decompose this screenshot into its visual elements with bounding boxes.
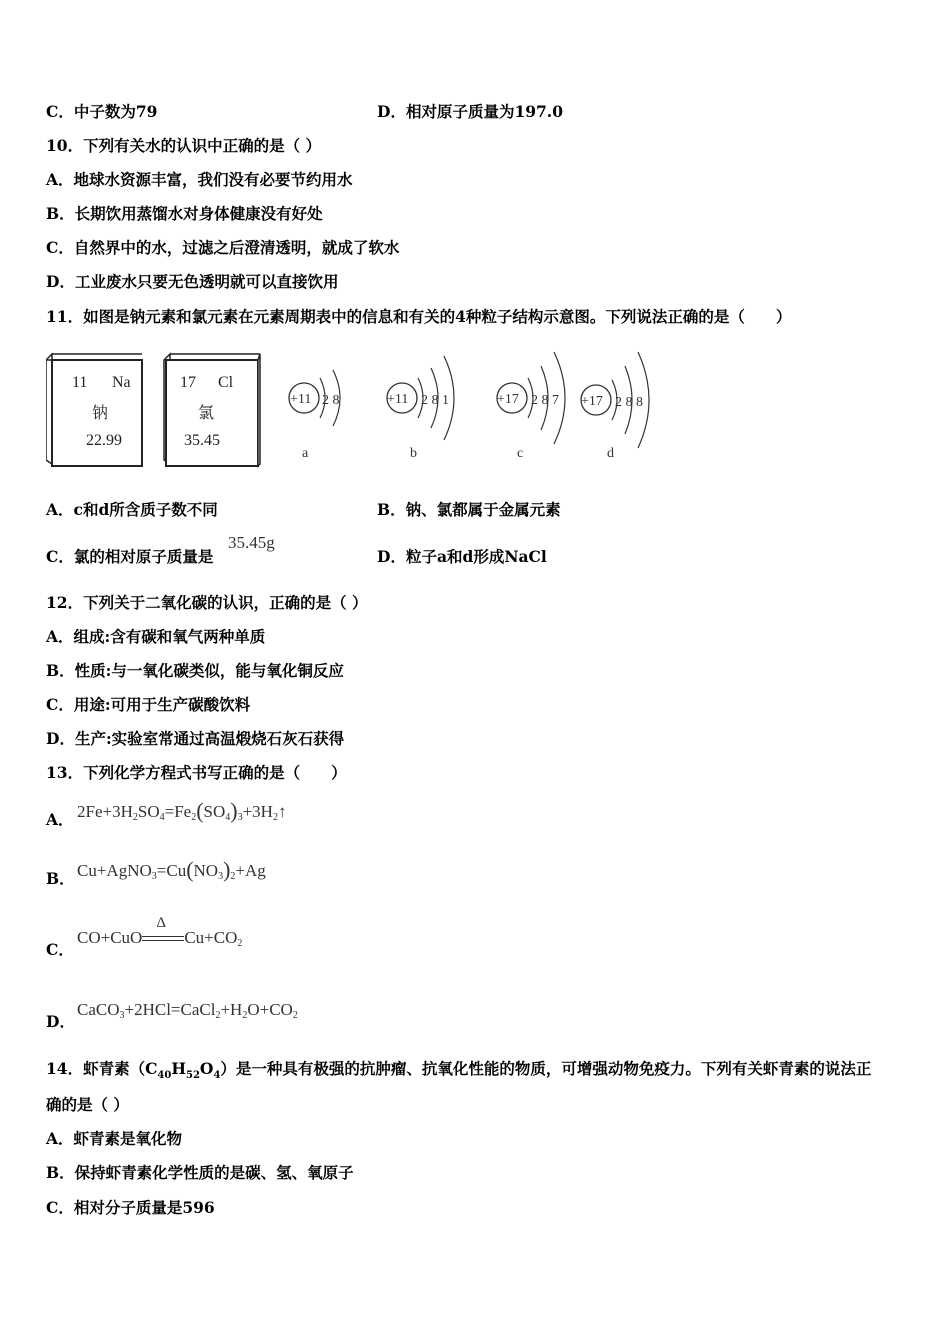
option-label: D． [46, 272, 75, 291]
heat-symbol: Δ [156, 915, 166, 932]
option-text: 生产:实验室常通过高温煅烧石灰石获得 [74, 729, 345, 748]
atomic-number: 11 [72, 374, 88, 391]
stem-text: 14．虾青素（C [46, 1059, 158, 1078]
particle-letter: a [302, 446, 309, 461]
subscript: 52 [186, 1070, 200, 1082]
option-text: 地球水资源丰富，我们没有必要节约用水 [73, 170, 353, 189]
q9-option-c [46, 102, 157, 122]
q10-option-d [46, 272, 338, 292]
q12-stem: 12．下列关于二氧化碳的认识，正确的是（ ） [46, 593, 368, 612]
subscript: 40 [157, 1070, 172, 1082]
q13-equation-d: $CaCO_3+2HCl=CaCl_2+H_2O+CO_2$ [77, 1000, 298, 1021]
particle-a [289, 370, 340, 461]
subscript: 4 [213, 1070, 221, 1082]
q14-option-c [46, 1198, 215, 1218]
option-label: B． [46, 661, 75, 680]
atomic-number: 17 [180, 374, 196, 391]
q10-option-c [46, 238, 399, 258]
option-text: 氯的相对原子质量是 [73, 547, 214, 566]
option-label: D． [46, 729, 75, 748]
option-text: 工业废水只要无色透明就可以直接饮用 [74, 272, 339, 291]
q9-option-d [377, 102, 563, 122]
q10-stem: 10．下列有关水的认识中正确的是（ ） [46, 136, 321, 155]
option-label: A． [46, 1129, 74, 1148]
option-text: 性质:与一氧化碳类似，能与氧化铜反应 [74, 661, 344, 680]
option-text: 组成:含有碳和氧气两种单质 [73, 627, 266, 646]
q14-option-a [46, 1129, 182, 1149]
option-label: D． [377, 102, 406, 121]
particle-letter: d [607, 446, 614, 461]
q13-equation-c: CO+CuO Δ $Cu+CO_2$ [77, 915, 243, 949]
option-label: C． [46, 238, 74, 257]
q13-equation-a: $2Fe+3H_2SO_4=Fe_2(SO_4)_3+3H_2↑$ [77, 798, 287, 823]
q13-option-d-label: D． [46, 1012, 75, 1031]
nucleus-charge: +17 [581, 394, 603, 409]
stem-text: O [199, 1059, 214, 1078]
option-label: A． [46, 627, 74, 646]
nucleus-charge: +11 [387, 392, 409, 407]
particle-d [581, 352, 649, 461]
option-text: 用途:可用于生产碳酸饮料 [73, 695, 251, 714]
q13-option-a-label: A． [46, 810, 74, 829]
q12-option-a [46, 627, 265, 647]
option-label: B． [46, 204, 75, 223]
q11-option-b [377, 500, 561, 520]
shell-electrons: 2 8 1 [421, 393, 449, 408]
q13-stem: 13．下列化学方程式书写正确的是（ ） [46, 763, 347, 782]
option-text: c和d所含质子数不同 [73, 500, 218, 519]
nucleus-charge: +17 [497, 392, 519, 407]
shell-electrons: 2 8 7 [531, 393, 559, 408]
stem-text: ）是一种具有极强的抗肿瘤、抗氧化性能的物质，可增强动物免疫力。下列有关虾青素的说法正 [220, 1059, 872, 1078]
option-text: 钠、氯都属于金属元素 [405, 500, 561, 519]
periodic-tiles [46, 352, 271, 472]
q12-option-c [46, 695, 250, 715]
particle-letter: c [517, 446, 524, 461]
option-label: C． [46, 1198, 74, 1217]
particle-c [497, 352, 565, 461]
q10-option-b [46, 204, 323, 224]
option-label: D． [377, 547, 406, 566]
option-text: 自然界中的水，过滤之后澄清透明，就成了软水 [73, 238, 400, 257]
option-label: C． [46, 695, 74, 714]
option-label: A． [46, 500, 74, 519]
q11-option-c-formula: 35.45g [228, 533, 275, 552]
particle-b [387, 356, 454, 461]
option-text: 相对分子质量是596 [73, 1198, 215, 1217]
q11-option-a [46, 500, 218, 520]
option-label: C． [46, 547, 74, 566]
option-label: C． [46, 102, 74, 121]
option-text: 虾青素是氧化物 [73, 1129, 183, 1148]
heat-condition-sign [142, 915, 184, 947]
atomic-mass: 22.99 [86, 432, 122, 449]
option-label: B． [377, 500, 406, 519]
nucleus-charge: +11 [290, 392, 312, 407]
q13-equation-b: $Cu+AgNO_3=Cu(NO_3)_2+Ag$ [77, 857, 266, 882]
q11-option-d [377, 547, 547, 567]
element-symbol: Na [112, 374, 131, 391]
option-text: 相对原子质量为197.0 [405, 102, 563, 121]
q12-option-b [46, 661, 344, 681]
option-label: B． [46, 1163, 75, 1182]
shell-electrons: 2 8 [322, 393, 340, 408]
option-text: 中子数为79 [73, 102, 158, 121]
option-text: 粒子a和d形成NaCl [405, 547, 547, 566]
q10-option-a [46, 170, 353, 190]
q14-stem-line1 [46, 1059, 871, 1086]
element-name: 氯 [198, 403, 215, 422]
q14-stem-line2: 确的是（ ） [46, 1095, 129, 1114]
particle-diagrams [280, 340, 680, 470]
option-label: A． [46, 170, 74, 189]
option-text: 保持虾青素化学性质的是碳、氢、氧原子 [74, 1163, 354, 1182]
particle-letter: b [410, 446, 417, 461]
q11-option-c [46, 547, 213, 567]
q13-option-b-label: B． [46, 869, 75, 888]
element-name: 钠 [92, 403, 109, 422]
stem-text: H [171, 1059, 186, 1078]
q13-option-c-label: C． [46, 940, 74, 959]
shell-electrons: 2 8 8 [615, 395, 643, 410]
q14-option-b [46, 1163, 354, 1183]
q12-option-d [46, 729, 344, 749]
element-symbol: Cl [218, 374, 234, 391]
q11-stem: 11．如图是钠元素和氯元素在元素周期表中的信息和有关的4种粒子结构示意图。下列说法正确的是（ ） [46, 307, 792, 326]
option-text: 长期饮用蒸馏水对身体健康没有好处 [74, 204, 323, 223]
atomic-mass: 35.45 [184, 432, 220, 449]
